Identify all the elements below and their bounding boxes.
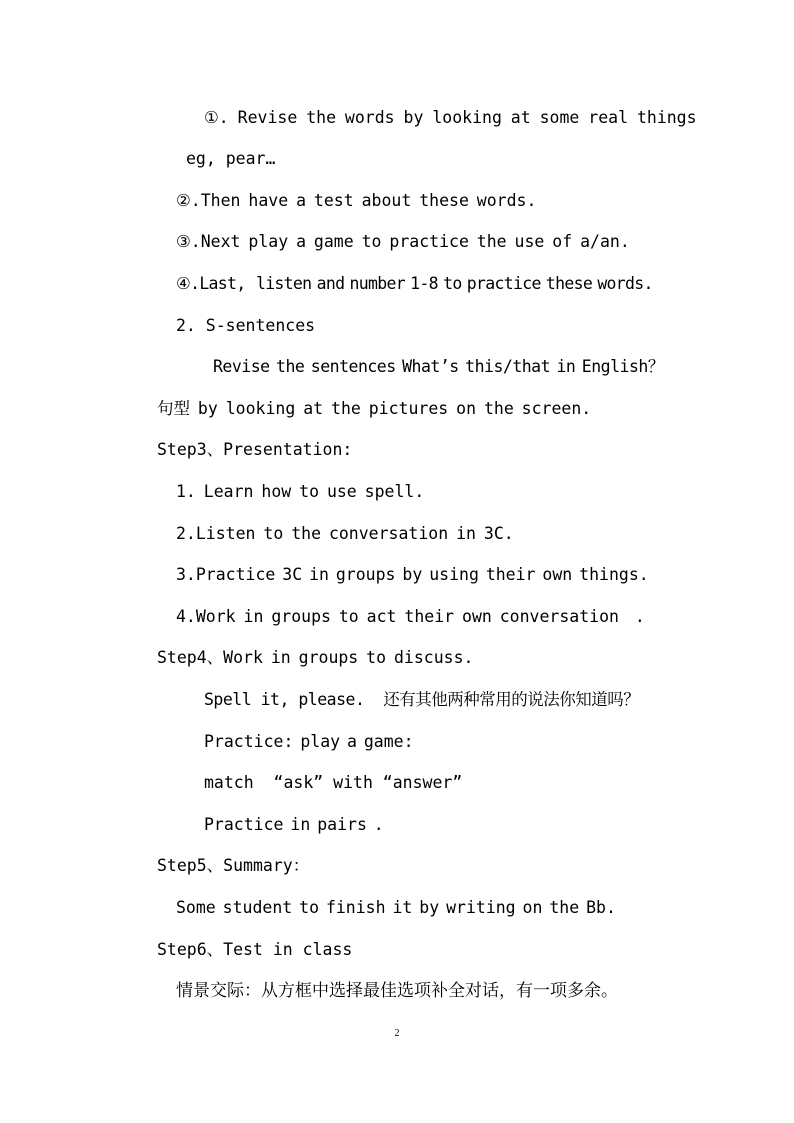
text-line-learn-spell: 1. Learn how to use spell.	[176, 482, 425, 501]
text-line-next-game: ③.Next play a game to practice the use of a/an.	[176, 232, 630, 251]
text-line-last-listen: ④.Last, listen and number 1-8 to practice these words.	[176, 274, 653, 293]
text-line-s-sentences: 2. S-sentences	[176, 316, 316, 335]
text-line-summary-detail: Some student to finish it by writing on the Bb.	[176, 898, 616, 917]
text-line-match-ask-answer: match “ask” with “answer”	[204, 773, 463, 792]
text-line-revise-sentences: Revise the sentences What’s this/that in English？	[213, 357, 664, 376]
text-line-sentence-pattern: 句型 by looking at the pictures on the screen.	[157, 399, 592, 418]
text-line-practice-pairs: Practice in pairs .	[204, 815, 384, 834]
text-line-step5: Step5、Summary：	[157, 856, 310, 875]
text-line-step6: Step6、Test in class	[157, 940, 353, 959]
text-line-eg-pear: eg, pear…	[186, 149, 276, 168]
text-line-spell-it-please: Spell it, please. 还有其他两种常用的说法你知道吗？	[204, 690, 640, 709]
text-line-step4: Step4、Work in groups to discuss.	[157, 648, 474, 667]
text-line-revise-words: ①. Revise the words by looking at some real things	[204, 108, 697, 127]
text-line-test-words: ②.Then have a test about these words.	[176, 191, 537, 210]
text-line-practice-3c: 3.Practice 3C in groups by using their own things.	[176, 565, 649, 584]
text-line-situational-dialogue: 情景交际：从方框中选择最佳选项补全对话，有一项多余。	[176, 981, 618, 1001]
text-line-step3: Step3、Presentation:	[157, 440, 353, 459]
text-line-work-groups-act: 4.Work in groups to act their own conversation .	[176, 607, 645, 626]
page-number: 2	[394, 1028, 400, 1039]
text-line-listen-3c: 2.Listen to the conversation in 3C.	[176, 524, 514, 543]
text-line-practice-game: Practice: play a game:	[204, 732, 414, 751]
